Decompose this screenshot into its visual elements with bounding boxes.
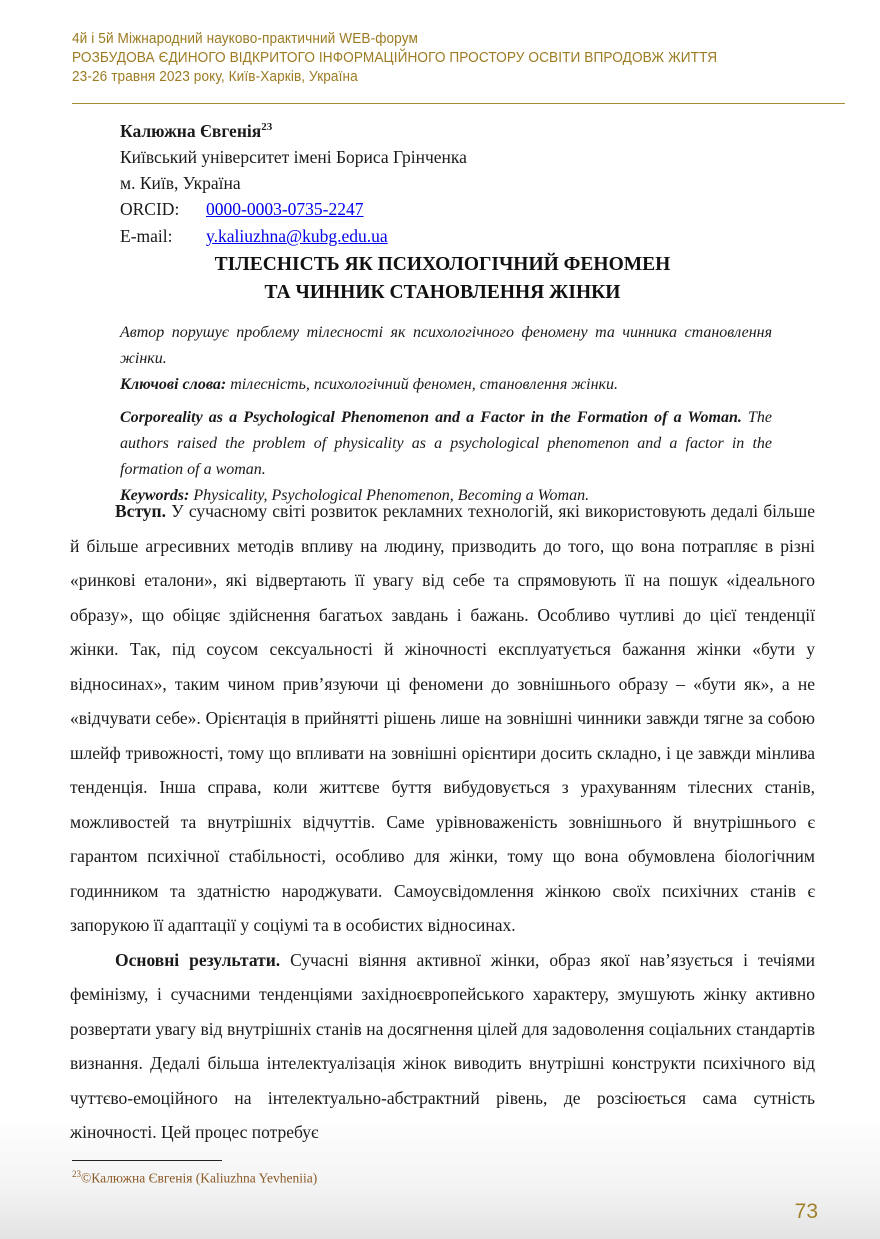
email-link[interactable]: y.kaliuzhna@kubg.edu.ua	[206, 226, 388, 246]
email-row	[120, 223, 388, 250]
conference-header-line2: РОЗБУДОВА ЄДИНОГО ВІДКРИТОГО ІНФОРМАЦІЙНОГО ПРОСТОРУ ОСВІТИ ВПРОДОВЖ ЖИТТЯ	[72, 50, 718, 66]
en-keywords-label: Keywords:	[120, 487, 194, 504]
author-contacts	[120, 196, 388, 250]
email-label: E-mail:	[120, 226, 173, 246]
paragraph-text-intro: У сучасному світі розвиток рекламних технологій, які використовують дедалі більше й більше агресивних методів впливу на людину, призводить до того, що вона потрапляє в різні «ринкові еталони», які відвертають її увагу від себе та спрямовують її на пошук «ідеального образу», що обіцяє здійснення багатьох завдань і бажань. Особливо чутливі до цієї тенденції жінки. Так, під соусом сексуальності й жіночності експлуатується бажання жінки «бути у відносинах», таким чином прив’язуючи ці феномени до зовнішнього образу – «бути як», а не «відчувати себе». Орієнтація в прийнятті рішень лише на зовнішні чинники завжди тягне за собою шлейф тривожності, тому що впливати на зовнішні орієнтири досить складно, і це завжди мінлива тенденція. Інша справа, коли життєве буття вибудовується з урахуванням тілесних станів, можливостей та внутрішніх відчуттів. Саме урівноваженість зовнішнього й внутрішнього є гарантом психічної стабільності, особливо для жінки, тому що вона обумовлена біологічним годинником та здатністю народжувати. Самоусвідомлення жінкою своїх психічних станів є запорукою її адаптації у соціумі та в особистих відносинах.	[70, 501, 816, 935]
author-affiliation: Київський університет імені Бориса Грінченка	[120, 146, 467, 167]
paper-title-line2: ТА ЧИННИК СТАНОВЛЕННЯ ЖІНКИ	[264, 282, 621, 303]
abstract-ua: Автор порушує проблему тілесності як психологічного феномену та чинника становлення жінки.	[120, 324, 772, 367]
body-paragraph-results	[70, 943, 815, 1150]
ua-keywords-label: Ключові слова:	[120, 376, 227, 393]
author-block	[120, 114, 467, 196]
orcid-label: ORCID:	[120, 199, 180, 219]
footnote-text: ©Калюжна Євгенія (Kaliuzhna Yevheniia)	[81, 1170, 318, 1186]
paper-title-line1: ТІЛЕСНІСТЬ ЯК ПСИХОЛОГІЧНИЙ ФЕНОМЕН	[214, 254, 671, 275]
conference-header	[72, 30, 815, 87]
en-keywords-text: Physicality, Psychological Phenomenon, Becoming a Woman.	[193, 487, 590, 504]
paragraph-lead-intro: Вступ.	[115, 501, 172, 521]
footnote-divider	[72, 1160, 222, 1161]
abstract-en-lead: Corporeality as a Psychological Phenomenon and a Factor in the Formation of a Woman.	[120, 409, 748, 426]
author-city: м. Київ, Україна	[120, 172, 241, 193]
header-divider	[72, 103, 845, 104]
paper-body	[70, 494, 815, 1150]
conference-header-line1: 4й і 5й Міжнародний науково-практичний WEB-форум	[72, 31, 418, 47]
author-footnote-ref: 23	[261, 121, 273, 133]
abstract-en	[120, 405, 772, 483]
footnote-text-line	[72, 1166, 672, 1187]
footnote-ref: 23	[72, 1169, 81, 1179]
paragraph-lead-results: Основні результати.	[115, 949, 291, 970]
conference-header-line3: 23-26 травня 2023 року, Київ-Харків, Україна	[72, 69, 358, 85]
orcid-link[interactable]: 0000-0003-0735-2247	[206, 199, 364, 219]
author-name	[120, 114, 467, 144]
page-number: 73	[794, 1200, 818, 1223]
paper-title	[70, 251, 815, 307]
paragraph-text-results: Сучасні віяння активної жінки, образ якої нав’язується і течіями фемінізму, і сучасними тенденціями західноєвропейського характеру, змушують жінку активно розвертати увагу від внутрішніх станів на досягнення цілей для задоволення соціальних стандартів визнання. Дедалі більша інтелектуалізація жінок виводить внутрішні конструкти психічного від чуттєво-емоційного на інтелектуально-абстрактний рівень, де розсіюється сама сутність жіночності. Цей процес потребує	[70, 949, 816, 1142]
body-paragraph-intro	[70, 494, 815, 943]
orcid-row	[120, 196, 388, 223]
footnote	[72, 1160, 672, 1187]
abstract-ua-keywords	[120, 372, 772, 398]
abstract-section	[120, 320, 772, 509]
author-name-text: Калюжна Євгенія	[120, 120, 262, 141]
ua-keywords-text: тілесність, психологічний феномен, становлення жінки.	[226, 376, 619, 393]
abstract-en-text: The authors raised the problem of physicality as a psychological phenomenon and a factor in the formation of a woman.	[120, 409, 772, 478]
